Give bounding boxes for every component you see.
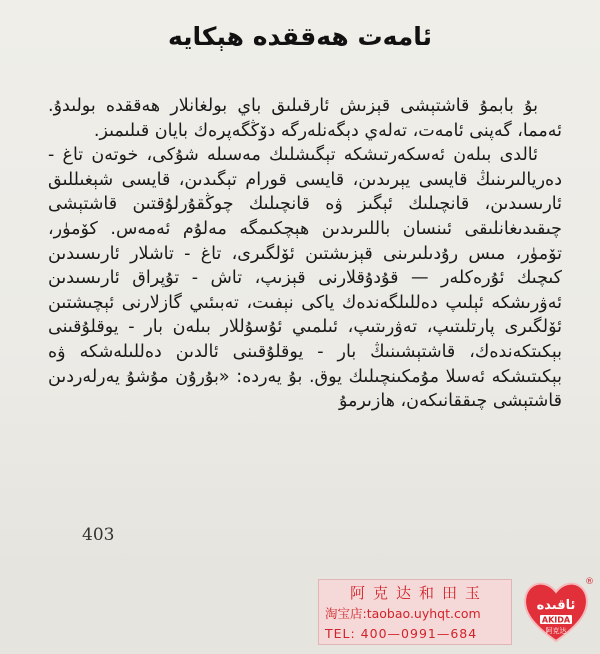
page-number: 403 <box>82 525 115 545</box>
logo-script-text: ئاقىدە <box>536 598 576 613</box>
shop-info-box <box>318 579 512 645</box>
registered-mark: ® <box>585 577 594 587</box>
shop-name: 阿克达和田玉 <box>349 584 488 602</box>
watermark-footer <box>0 575 600 654</box>
logo-chinese-text: 阿克达 <box>545 627 567 635</box>
paragraph: بۇ بابمۇ قاشتېشى قېزىش ئارقىلىق باي بولغانلار ھەققدە بولىدۇ. ئەمما، گەپنى ئامەت، تەلەي دېگەنلەرگە دۆڭگەپرەك بايان قىلىمىز. <box>48 96 562 141</box>
shop-tel: TEL: 400—0991—684 <box>325 626 478 641</box>
page-title: ئامەت ھەققدە ھېكايە <box>167 22 432 51</box>
paragraph: ئالدى بىلەن ئەسكەرتىشكە تېگىشلىك مەسىلە شۇكى، خوتەن تاغ - دەريالىرىنىڭ قايسى يېرىدىن، قايسى قورام تېگىدىن، قايسى شېغىللىق ئارىسىدىن، قانچىلىك ئېگىز ۋە قانچىلىك چوڭقۇرلۇقتىن قاشتېشى چىقىدىغانلىقى ئىنسان باللىرىدىن ھېچكىمگە مەلۇم ئەمەس. كۆمۈر، تۆمۈر، مىس رۇدىلىرىنى قېزىشتىن ئۆلگىرى، تاغ - تاشلار ئارىسىدىن كىچىك ئۇرەكلەر — قۇدۇقلارنى قېزىپ، تاش - تۇپراق ئارىسىدىن ئەۋرىشكە ئېلىپ دەللىلگەندەك ياكى نېفىت، تەبىئىي گازلارنى ئېچىشتىن ئۆلگىرى پارتلىتىپ، تەۋرىتىپ، ئىلمىي ئۇسۇللار بىلەن بار - يوقلۇقىنى بېكىتكەندەك، قاشتېشىنىڭ بار - يوقلۇقىنى ئالدىن دەللىلەشكە ۋە بېكىتىشكە ئەسلا مۇمكىنچىلىك يوق. بۇ يەردە: «بۇرۇن مۇشۇ يەرلەردىن قاشتېشى چىققانىكەن، ھازىرمۇ <box>48 145 562 412</box>
shop-url: 淘宝店:taobao.uyhqt.com <box>325 606 481 621</box>
heart-logo-icon <box>520 575 592 647</box>
logo-latin-text: AKIDA <box>541 615 571 625</box>
body-text <box>48 94 562 414</box>
